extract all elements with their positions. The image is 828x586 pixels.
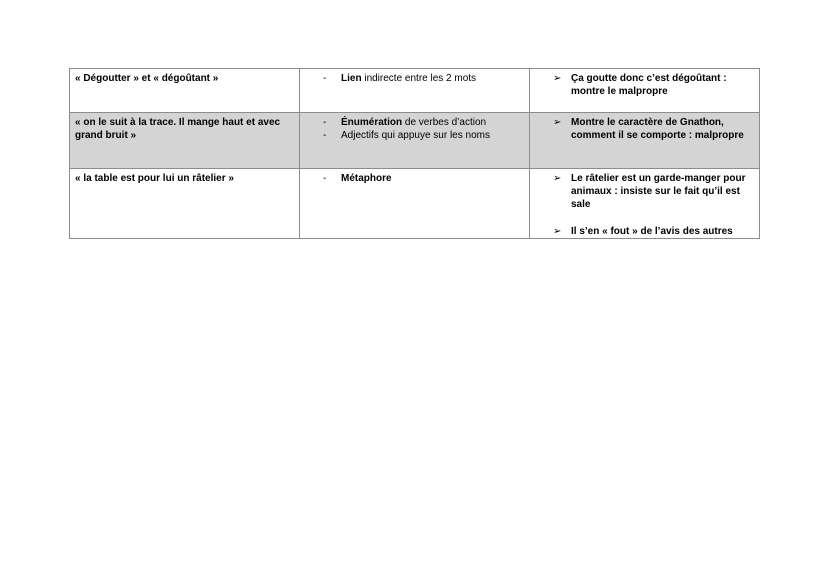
interpretation-cell bbox=[530, 69, 760, 113]
interpretation-cell bbox=[530, 113, 760, 169]
arrow-bullet-icon: ➢ bbox=[553, 173, 562, 184]
interpretation-text: Il s’en « fout » de l’avis des autres bbox=[571, 226, 733, 237]
arrow-bullet-icon: ➢ bbox=[553, 117, 562, 128]
dash-bullet: - bbox=[323, 130, 327, 141]
analysis-table bbox=[69, 68, 760, 239]
table-row bbox=[70, 113, 760, 169]
interpretation-list bbox=[535, 72, 754, 98]
interpretation-list bbox=[535, 172, 754, 238]
quote-text: « la table est pour lui un râtelier » bbox=[75, 173, 234, 184]
quote-text: « Dégoutter » et « dégoûtant » bbox=[75, 73, 219, 84]
list-item bbox=[323, 72, 524, 85]
list-item bbox=[553, 72, 754, 98]
interpretation-list bbox=[535, 116, 754, 142]
procede-text: Adjectifs qui appuye sur les noms bbox=[341, 130, 490, 141]
procede-list bbox=[305, 72, 524, 85]
list-item bbox=[553, 225, 754, 238]
quote-cell bbox=[70, 69, 300, 113]
list-item bbox=[553, 116, 754, 142]
list-item bbox=[323, 172, 524, 185]
interpretation-text: Montre le caractère de Gnathon, comment il se comporte : malpropre bbox=[571, 117, 744, 141]
list-item bbox=[323, 129, 524, 142]
procede-text: de verbes d’action bbox=[402, 117, 487, 128]
dash-bullet: - bbox=[323, 73, 327, 84]
procede-cell bbox=[300, 169, 530, 239]
table-row bbox=[70, 69, 760, 113]
procede-text: indirecte entre les 2 mots bbox=[361, 73, 477, 84]
procede-list bbox=[305, 116, 524, 142]
quote-text: « on le suit à la trace. Il mange haut et avec grand bruit » bbox=[75, 117, 281, 141]
interpretation-text: Le râtelier est un garde-manger pour animaux : insiste sur le fait qu’il est sale bbox=[571, 173, 746, 210]
procede-cell bbox=[300, 113, 530, 169]
procede-keyword: Métaphore bbox=[341, 173, 392, 184]
procede-cell bbox=[300, 69, 530, 113]
procede-keyword: Lien bbox=[341, 73, 362, 84]
table-row bbox=[70, 169, 760, 239]
quote-cell bbox=[70, 113, 300, 169]
procede-keyword: Énumération bbox=[341, 117, 403, 128]
quote-cell bbox=[70, 169, 300, 239]
procede-list bbox=[305, 172, 524, 185]
arrow-bullet-icon: ➢ bbox=[553, 73, 562, 84]
dash-bullet: - bbox=[323, 117, 327, 128]
list-item bbox=[323, 116, 524, 129]
interpretation-text: Ça goutte donc c’est dégoûtant : montre le malpropre bbox=[571, 73, 727, 97]
interpretation-cell bbox=[530, 169, 760, 239]
dash-bullet: - bbox=[323, 173, 327, 184]
list-item bbox=[553, 172, 754, 211]
arrow-bullet-icon: ➢ bbox=[553, 226, 562, 237]
